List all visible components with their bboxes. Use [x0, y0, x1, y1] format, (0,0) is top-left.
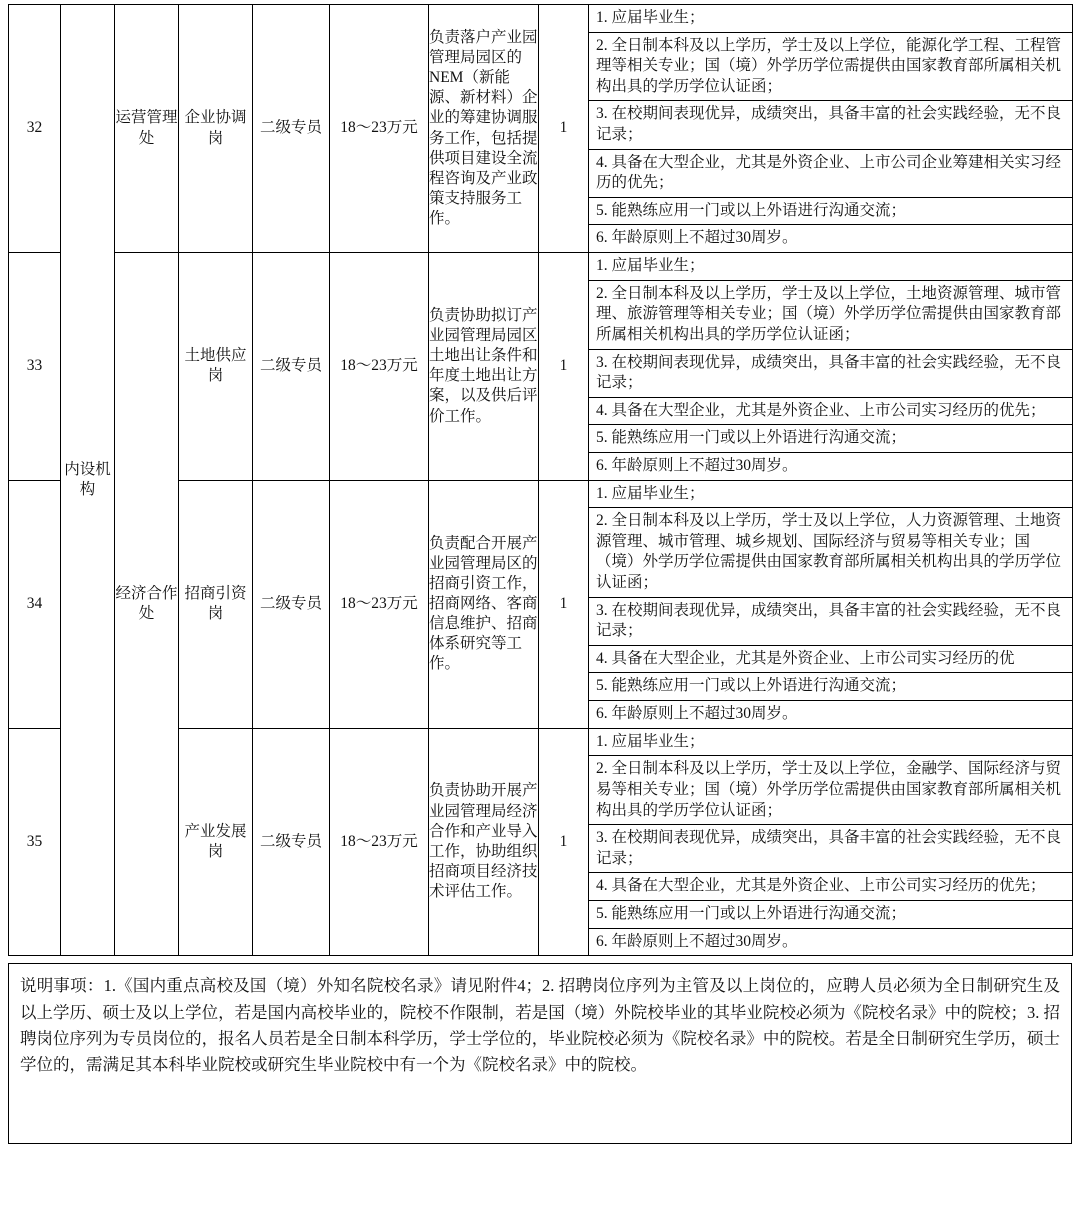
requirement-item: 2. 全日制本科及以上学历，学士及以上学位，人力资源管理、土地资源管理、城市管理、城乡规划、国际经济与贸易等相关专业；国（境）外学历学位需提供由国家教育部所属相关机构出具的学历学位认证函； — [589, 508, 1072, 597]
requirement-item: 3. 在校期间表现优异，成绩突出，具备丰富的社会实践经验，无不良记录； — [589, 349, 1072, 397]
requirement-item: 3. 在校期间表现优异，成绩突出，具备丰富的社会实践经验，无不良记录； — [589, 825, 1072, 873]
explanatory-note: 说明事项：1.《国内重点高校及国（境）外知名院校名录》请见附件4；2. 招聘岗位序列为主管及以上岗位的，应聘人员必须为全日制研究生及以上学历、硕士及以上学位，若是国内高校毕业的，院校不作限制，若是国（境）外院校毕业的其毕业院校必须为《院校名录》中的院校；3. 招聘岗位序列为专员岗位的，报名人员若是全日制本科学历，学士学位的，毕业院校必须为《院校名录》中的院校。若是全日制研究生学历，硕士学位的，需满足其本科毕业院校或研究生毕业院校中有一个为《院校名录》中的院校。 — [8, 963, 1072, 1144]
headcount-cell: 1 — [539, 5, 589, 253]
row-number: 35 — [9, 728, 61, 955]
department-cell: 运营管理处 — [115, 5, 179, 253]
post-rank-cell: 二级专员 — [253, 5, 330, 253]
headcount-cell: 1 — [539, 253, 589, 480]
requirement-item: 1. 应届毕业生； — [589, 253, 1072, 280]
duty-cell: 负责协助拟订产业园管理局园区土地出让条件和年度土地出让方案，以及供后评价工作。 — [429, 253, 539, 480]
requirement-item: 4. 具备在大型企业，尤其是外资企业、上市公司实习经历的优先； — [589, 873, 1072, 901]
salary-cell: 18～23万元 — [330, 253, 429, 480]
requirement-item: 2. 全日制本科及以上学历，学士及以上学位，土地资源管理、城市管理、旅游管理等相关专业；国（境）外学历学位需提供由国家教育部所属相关机构出具的学历学位认证函； — [589, 280, 1072, 349]
requirement-item: 6. 年龄原则上不超过30周岁。 — [596, 932, 798, 950]
job-positions-table — [8, 4, 1073, 956]
post-name-cell: 土地供应岗 — [179, 253, 253, 480]
requirement-item: 4. 具备在大型企业，尤其是外资企业、上市公司实习经历的优先； — [589, 397, 1072, 425]
row-number: 32 — [9, 5, 61, 253]
requirements-cell — [589, 253, 1073, 480]
requirement-item: 2. 全日制本科及以上学历，学士及以上学位，能源化学工程、工程管理等相关专业；国（境）外学历学位需提供由国家教育部所属相关机构出具的学历学位认证函； — [589, 32, 1072, 101]
requirements-list — [589, 253, 1072, 479]
duty-cell: 负责配合开展产业园管理局区的招商引资工作，招商网络、客商信息维护、招商体系研究等工作。 — [429, 480, 539, 728]
requirement-item: 1. 应届毕业生； — [589, 5, 1072, 32]
post-name-cell: 产业发展岗 — [179, 728, 253, 955]
headcount-cell: 1 — [539, 728, 589, 955]
duty-cell: 负责协助开展产业园管理局经济合作和产业导入工作，协助组织招商项目经济技术评估工作。 — [429, 728, 539, 955]
row-number: 34 — [9, 480, 61, 728]
requirements-cell — [589, 5, 1073, 253]
requirement-item: 5. 能熟练应用一门或以上外语进行沟通交流； — [589, 197, 1072, 225]
requirement-item: 2. 全日制本科及以上学历，学士及以上学位，金融学、国际经济与贸易等相关专业；国（境）外学历学位需提供由国家教育部所属相关机构出具的学历学位认证函； — [589, 756, 1072, 825]
table-row — [9, 253, 1073, 480]
headcount-cell: 1 — [539, 480, 589, 728]
post-rank-cell: 二级专员 — [253, 728, 330, 955]
requirements-list — [589, 5, 1072, 252]
salary-cell: 18～23万元 — [330, 480, 429, 728]
requirement-item: 1. 应届毕业生； — [589, 729, 1072, 756]
salary-cell: 18～23万元 — [330, 5, 429, 253]
duty-cell: 负责落户产业园管理局园区的NEM（新能源、新材料）企业的筹建协调服务工作，包括提供项目建设全流程咨询及产业政策支持服务工作。 — [429, 5, 539, 253]
requirements-list — [589, 481, 1072, 728]
requirement-item: 5. 能熟练应用一门或以上外语进行沟通交流； — [589, 673, 1072, 701]
requirement-item: 3. 在校期间表现优异，成绩突出，具备丰富的社会实践经验，无不良记录； — [589, 101, 1072, 149]
org-category-cell: 内设机构 — [61, 5, 115, 956]
requirements-cell — [589, 480, 1073, 728]
requirement-item: 3. 在校期间表现优异，成绩突出，具备丰富的社会实践经验，无不良记录； — [589, 597, 1072, 645]
department-cell: 经济合作处 — [115, 253, 179, 956]
salary-cell: 18～23万元 — [330, 728, 429, 955]
requirement-item: 6. 年龄原则上不超过30周岁。 — [596, 705, 798, 723]
requirement-item: 4. 具备在大型企业，尤其是外资企业、上市公司实习经历的优 — [589, 645, 1072, 673]
requirement-item: 6. 年龄原则上不超过30周岁。 — [596, 229, 798, 247]
requirement-item: 4. 具备在大型企业，尤其是外资企业、上市公司企业筹建相关实习经历的优先； — [589, 149, 1072, 197]
post-name-cell: 企业协调岗 — [179, 5, 253, 253]
post-rank-cell: 二级专员 — [253, 480, 330, 728]
table-row — [9, 5, 1073, 253]
row-number: 33 — [9, 253, 61, 480]
requirements-cell — [589, 728, 1073, 955]
post-name-cell: 招商引资岗 — [179, 480, 253, 728]
requirement-item: 5. 能熟练应用一门或以上外语进行沟通交流； — [589, 900, 1072, 928]
requirement-item: 1. 应届毕业生； — [589, 481, 1072, 508]
post-rank-cell: 二级专员 — [253, 253, 330, 480]
requirements-list — [589, 729, 1072, 955]
requirement-item: 5. 能熟练应用一门或以上外语进行沟通交流； — [589, 425, 1072, 453]
requirement-item: 6. 年龄原则上不超过30周岁。 — [596, 456, 798, 474]
